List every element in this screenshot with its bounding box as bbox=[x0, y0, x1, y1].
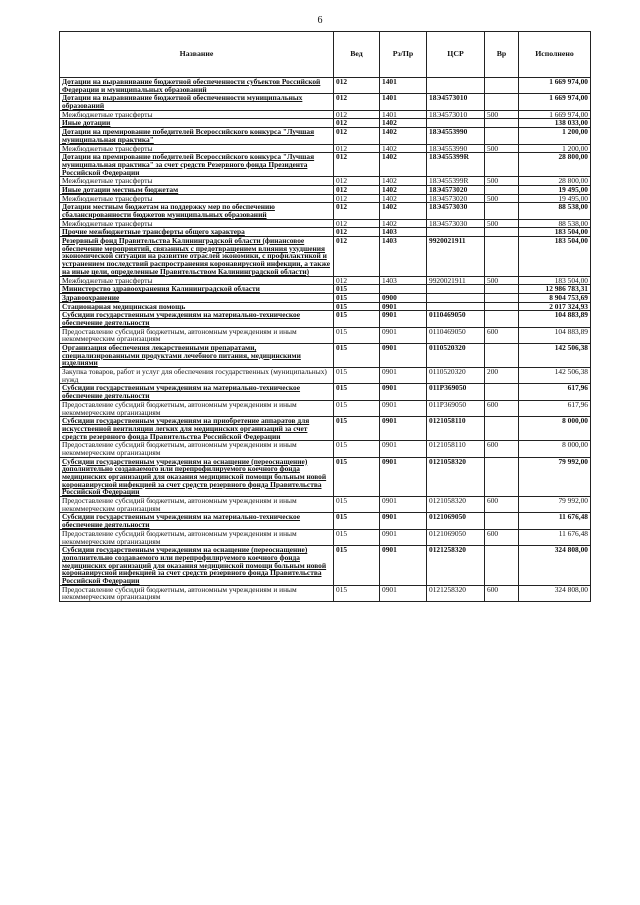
cell-ved: 015 bbox=[334, 546, 380, 585]
table-row bbox=[60, 110, 591, 119]
table-row bbox=[60, 177, 591, 186]
table-row bbox=[60, 384, 591, 400]
cell-amount: 12 986 783,31 bbox=[519, 285, 591, 294]
cell-rzpr: 0901 bbox=[380, 400, 427, 416]
cell-rzpr: 0901 bbox=[380, 441, 427, 457]
cell-rzpr: 0901 bbox=[380, 585, 427, 601]
cell-vr bbox=[485, 302, 519, 311]
cell-name: Дотации на выравнивание бюджетной обеспеченности муниципальных образований bbox=[60, 94, 334, 110]
cell-amount: 19 495,00 bbox=[519, 194, 591, 203]
cell-rzpr: 1402 bbox=[380, 185, 427, 194]
cell-name: Прочие межбюджетные трансферты общего характера bbox=[60, 228, 334, 237]
cell-name: Стационарная медицинская помощь bbox=[60, 302, 334, 311]
cell-csr: 0110520320 bbox=[427, 344, 485, 368]
table-row bbox=[60, 94, 591, 110]
cell-name: Резервный фонд Правительства Калининградской области (финансовое обеспечение мероприятий, связанных с предотвращением влияния ухудшения экономической ситуации на развитие отраслей экономики, с профилактикой и устранением последствий распространения коронавирусной инфекции, а также на иные цели, определенные Правительством Калининградской области) bbox=[60, 237, 334, 276]
cell-name: Иные дотации bbox=[60, 119, 334, 128]
cell-name: Предоставление субсидий бюджетным, автономным учреждениям и иным некоммерческим организациям bbox=[60, 585, 334, 601]
cell-vr: 500 bbox=[485, 194, 519, 203]
cell-csr: 0121058320 bbox=[427, 457, 485, 496]
cell-csr: 18Э4553990 bbox=[427, 128, 485, 144]
cell-csr: 0121069050 bbox=[427, 513, 485, 529]
cell-ved: 012 bbox=[334, 185, 380, 194]
table-row bbox=[60, 327, 591, 343]
cell-csr: 0121058110 bbox=[427, 417, 485, 441]
cell-ved: 015 bbox=[334, 327, 380, 343]
cell-amount: 324 808,00 bbox=[519, 585, 591, 601]
table-row bbox=[60, 119, 591, 128]
cell-amount: 1 200,00 bbox=[519, 128, 591, 144]
cell-name: Межбюджетные трансферты bbox=[60, 219, 334, 228]
cell-csr: 0121258320 bbox=[427, 546, 485, 585]
cell-rzpr: 1402 bbox=[380, 128, 427, 144]
cell-rzpr: 1402 bbox=[380, 203, 427, 219]
table-row bbox=[60, 285, 591, 294]
column-header-vr: Вр bbox=[485, 32, 519, 78]
cell-ved: 015 bbox=[334, 344, 380, 368]
cell-ved: 012 bbox=[334, 219, 380, 228]
cell-csr: 9920021911 bbox=[427, 237, 485, 276]
cell-rzpr: 1402 bbox=[380, 219, 427, 228]
cell-name: Субсидии государственным учреждениям на материально-техническое обеспечение деятельности bbox=[60, 513, 334, 529]
cell-vr bbox=[485, 78, 519, 94]
cell-ved: 015 bbox=[334, 529, 380, 545]
cell-amount: 79 992,00 bbox=[519, 457, 591, 496]
cell-amount: 104 883,89 bbox=[519, 311, 591, 327]
cell-amount: 142 506,38 bbox=[519, 344, 591, 368]
cell-name: Предоставление субсидий бюджетным, автономным учреждениям и иным некоммерческим организациям bbox=[60, 441, 334, 457]
table-row bbox=[60, 529, 591, 545]
cell-vr bbox=[485, 384, 519, 400]
table-row bbox=[60, 497, 591, 513]
cell-vr: 600 bbox=[485, 327, 519, 343]
cell-rzpr: 0901 bbox=[380, 417, 427, 441]
cell-name: Субсидии государственным учреждениям на оснащение (переоснащение) дополнительно создаваемого или перепрофилируемого коечного фонда медицинских организаций для оказания медицинской помощи больным новой коронавирусной инфекцией за счет средств резервного фонда Правительства Российской Федерации bbox=[60, 457, 334, 496]
cell-ved: 012 bbox=[334, 194, 380, 203]
cell-csr: 0121258320 bbox=[427, 585, 485, 601]
table-row bbox=[60, 368, 591, 384]
cell-csr bbox=[427, 293, 485, 302]
cell-amount: 183 504,00 bbox=[519, 237, 591, 276]
table-row bbox=[60, 276, 591, 285]
cell-rzpr: 1402 bbox=[380, 144, 427, 153]
cell-ved: 012 bbox=[334, 177, 380, 186]
cell-name: Предоставление субсидий бюджетным, автономным учреждениям и иным некоммерческим организациям bbox=[60, 327, 334, 343]
cell-csr: 18Э4573010 bbox=[427, 94, 485, 110]
cell-amount: 142 506,38 bbox=[519, 368, 591, 384]
cell-amount: 104 883,89 bbox=[519, 327, 591, 343]
cell-rzpr: 0901 bbox=[380, 384, 427, 400]
cell-amount: 11 676,48 bbox=[519, 513, 591, 529]
cell-ved: 015 bbox=[334, 293, 380, 302]
cell-name: Дотации местным бюджетам на поддержку мер по обеспечению сбалансированности бюджетов муниципальных образований bbox=[60, 203, 334, 219]
cell-vr bbox=[485, 94, 519, 110]
cell-ved: 015 bbox=[334, 513, 380, 529]
cell-csr: 18Э4573020 bbox=[427, 185, 485, 194]
table-row bbox=[60, 400, 591, 416]
cell-rzpr: 0901 bbox=[380, 497, 427, 513]
cell-rzpr: 0901 bbox=[380, 327, 427, 343]
cell-ved: 012 bbox=[334, 110, 380, 119]
cell-ved: 015 bbox=[334, 311, 380, 327]
cell-csr: 18Э4573030 bbox=[427, 219, 485, 228]
cell-vr bbox=[485, 417, 519, 441]
cell-rzpr: 1403 bbox=[380, 237, 427, 276]
cell-name: Дотации на выравнивание бюджетной обеспеченности субъектов Российской Федерации и муниципальных образований bbox=[60, 78, 334, 94]
table-row bbox=[60, 219, 591, 228]
table-row bbox=[60, 417, 591, 441]
cell-vr: 600 bbox=[485, 400, 519, 416]
cell-amount: 8 904 753,69 bbox=[519, 293, 591, 302]
cell-ved: 015 bbox=[334, 417, 380, 441]
cell-amount: 19 495,00 bbox=[519, 185, 591, 194]
cell-csr: 18Э4573030 bbox=[427, 203, 485, 219]
table-row bbox=[60, 302, 591, 311]
cell-vr bbox=[485, 546, 519, 585]
cell-name: Закупка товаров, работ и услуг для обеспечения государственных (муниципальных) нужд bbox=[60, 368, 334, 384]
cell-ved: 015 bbox=[334, 368, 380, 384]
cell-csr: 011P369050 bbox=[427, 400, 485, 416]
cell-vr: 600 bbox=[485, 585, 519, 601]
cell-ved: 015 bbox=[334, 441, 380, 457]
cell-csr: 0121058110 bbox=[427, 441, 485, 457]
column-header-amount: Исполнено bbox=[519, 32, 591, 78]
cell-vr bbox=[485, 128, 519, 144]
cell-vr bbox=[485, 185, 519, 194]
cell-name: Предоставление субсидий бюджетным, автономным учреждениям и иным некоммерческим организациям bbox=[60, 400, 334, 416]
cell-ved: 015 bbox=[334, 400, 380, 416]
cell-vr bbox=[485, 228, 519, 237]
cell-vr bbox=[485, 311, 519, 327]
cell-vr bbox=[485, 237, 519, 276]
cell-vr bbox=[485, 203, 519, 219]
page-number: 6 bbox=[317, 15, 323, 26]
cell-vr: 600 bbox=[485, 497, 519, 513]
cell-amount: 183 504,00 bbox=[519, 228, 591, 237]
cell-rzpr: 1402 bbox=[380, 119, 427, 128]
cell-vr bbox=[485, 513, 519, 529]
cell-ved: 012 bbox=[334, 119, 380, 128]
cell-name: Иные дотации местным бюджетам bbox=[60, 185, 334, 194]
cell-amount: 11 676,48 bbox=[519, 529, 591, 545]
cell-ved: 012 bbox=[334, 153, 380, 177]
cell-vr: 200 bbox=[485, 368, 519, 384]
cell-rzpr: 0901 bbox=[380, 311, 427, 327]
cell-name: Межбюджетные трансферты bbox=[60, 194, 334, 203]
cell-name: Межбюджетные трансферты bbox=[60, 177, 334, 186]
cell-csr bbox=[427, 78, 485, 94]
cell-rzpr: 0901 bbox=[380, 546, 427, 585]
cell-amount: 1 669 974,00 bbox=[519, 78, 591, 94]
table-row bbox=[60, 153, 591, 177]
cell-ved: 012 bbox=[334, 144, 380, 153]
table-row bbox=[60, 144, 591, 153]
cell-name: Субсидии государственным учреждениям на материально-техническое обеспечение деятельности bbox=[60, 311, 334, 327]
cell-vr: 500 bbox=[485, 177, 519, 186]
table-row bbox=[60, 194, 591, 203]
cell-ved: 012 bbox=[334, 128, 380, 144]
cell-name: Субсидии государственным учреждениям на оснащение (переоснащение) дополнительно создаваемого или перепрофилируемого коечного фонда медицинских организаций для оказания медицинской помощи больным новой коронавирусной инфекцией за счет средств резервного фонда Правительства Российской Федерации bbox=[60, 546, 334, 585]
cell-amount: 28 800,00 bbox=[519, 153, 591, 177]
cell-name: Дотации на премирование победителей Всероссийского конкурса "Лучшая муниципальная практика" за счет средств Резервного фонда Президента Российской Федерации bbox=[60, 153, 334, 177]
cell-rzpr: 0900 bbox=[380, 293, 427, 302]
cell-amount: 1 669 974,00 bbox=[519, 110, 591, 119]
cell-amount: 28 800,00 bbox=[519, 177, 591, 186]
cell-csr: 0110520320 bbox=[427, 368, 485, 384]
cell-amount: 8 000,00 bbox=[519, 441, 591, 457]
cell-csr: 0110469050 bbox=[427, 311, 485, 327]
cell-name: Организация обеспечения лекарственными препаратами, специализированными продуктами лечебного питания, медицинскими изделиями bbox=[60, 344, 334, 368]
table-row bbox=[60, 78, 591, 94]
cell-name: Дотации на премирование победителей Всероссийского конкурса "Лучшая муниципальная практика" bbox=[60, 128, 334, 144]
cell-ved: 015 bbox=[334, 497, 380, 513]
column-header-rzpr: Рз/Пр bbox=[380, 32, 427, 78]
cell-rzpr: 1402 bbox=[380, 194, 427, 203]
cell-name: Предоставление субсидий бюджетным, автономным учреждениям и иным некоммерческим организациям bbox=[60, 529, 334, 545]
table-row bbox=[60, 513, 591, 529]
cell-csr: 18Э4553990 bbox=[427, 144, 485, 153]
table-row bbox=[60, 441, 591, 457]
column-header-csr: ЦСР bbox=[427, 32, 485, 78]
cell-amount: 88 538,00 bbox=[519, 203, 591, 219]
cell-amount: 617,96 bbox=[519, 384, 591, 400]
cell-amount: 8 000,00 bbox=[519, 417, 591, 441]
cell-name: Межбюджетные трансферты bbox=[60, 276, 334, 285]
cell-csr bbox=[427, 228, 485, 237]
table-row bbox=[60, 237, 591, 276]
cell-name: Здравоохранение bbox=[60, 293, 334, 302]
cell-ved: 012 bbox=[334, 276, 380, 285]
cell-csr bbox=[427, 285, 485, 294]
cell-ved: 015 bbox=[334, 285, 380, 294]
cell-vr: 500 bbox=[485, 219, 519, 228]
table-row bbox=[60, 185, 591, 194]
table-row bbox=[60, 311, 591, 327]
cell-csr: 18Э455399R bbox=[427, 177, 485, 186]
cell-amount: 2 017 324,93 bbox=[519, 302, 591, 311]
cell-rzpr: 1401 bbox=[380, 78, 427, 94]
cell-vr: 500 bbox=[485, 276, 519, 285]
cell-ved: 012 bbox=[334, 228, 380, 237]
cell-rzpr: 1403 bbox=[380, 228, 427, 237]
cell-csr: 18Э4573010 bbox=[427, 110, 485, 119]
cell-name: Межбюджетные трансферты bbox=[60, 110, 334, 119]
cell-vr bbox=[485, 153, 519, 177]
cell-amount: 324 808,00 bbox=[519, 546, 591, 585]
cell-name: Субсидии государственным учреждениям на приобретение аппаратов для искусственной вентиляции легких для медицинских организаций за счет средств резервного фонда Правительства Российской Федерации bbox=[60, 417, 334, 441]
cell-vr bbox=[485, 344, 519, 368]
table-row bbox=[60, 228, 591, 237]
cell-csr: 9920021911 bbox=[427, 276, 485, 285]
cell-vr bbox=[485, 119, 519, 128]
table-row bbox=[60, 457, 591, 496]
cell-rzpr: 0901 bbox=[380, 302, 427, 311]
cell-rzpr: 1402 bbox=[380, 153, 427, 177]
table-row bbox=[60, 203, 591, 219]
cell-ved: 012 bbox=[334, 94, 380, 110]
cell-ved: 012 bbox=[334, 78, 380, 94]
cell-amount: 617,96 bbox=[519, 400, 591, 416]
cell-vr bbox=[485, 457, 519, 496]
column-header-ved: Вед bbox=[334, 32, 380, 78]
cell-rzpr: 0901 bbox=[380, 368, 427, 384]
cell-ved: 015 bbox=[334, 585, 380, 601]
budget-execution-table bbox=[59, 31, 591, 602]
cell-amount: 88 538,00 bbox=[519, 219, 591, 228]
cell-amount: 138 033,00 bbox=[519, 119, 591, 128]
cell-rzpr: 1402 bbox=[380, 177, 427, 186]
cell-csr: 0121058320 bbox=[427, 497, 485, 513]
table-row bbox=[60, 585, 591, 601]
cell-ved: 012 bbox=[334, 237, 380, 276]
cell-rzpr: 0901 bbox=[380, 457, 427, 496]
table-body bbox=[60, 78, 591, 602]
cell-ved: 012 bbox=[334, 203, 380, 219]
cell-vr bbox=[485, 293, 519, 302]
table-row bbox=[60, 293, 591, 302]
cell-name: Межбюджетные трансферты bbox=[60, 144, 334, 153]
cell-csr: 011P369050 bbox=[427, 384, 485, 400]
cell-csr: 18Э4573020 bbox=[427, 194, 485, 203]
cell-ved: 015 bbox=[334, 302, 380, 311]
column-header-name: Название bbox=[60, 32, 334, 78]
cell-csr: 18Э455399R bbox=[427, 153, 485, 177]
cell-ved: 015 bbox=[334, 457, 380, 496]
cell-csr: 0121069050 bbox=[427, 529, 485, 545]
cell-rzpr: 1401 bbox=[380, 110, 427, 119]
cell-name: Министерство здравоохранения Калининградской области bbox=[60, 285, 334, 294]
cell-csr bbox=[427, 119, 485, 128]
cell-rzpr: 0901 bbox=[380, 344, 427, 368]
table-row bbox=[60, 128, 591, 144]
cell-rzpr bbox=[380, 285, 427, 294]
cell-vr: 500 bbox=[485, 144, 519, 153]
cell-rzpr: 1403 bbox=[380, 276, 427, 285]
cell-vr: 600 bbox=[485, 529, 519, 545]
cell-vr: 600 bbox=[485, 441, 519, 457]
cell-name: Субсидии государственным учреждениям на материально-техническое обеспечение деятельности bbox=[60, 384, 334, 400]
table-header-row bbox=[60, 32, 591, 78]
cell-amount: 79 992,00 bbox=[519, 497, 591, 513]
cell-name: Предоставление субсидий бюджетным, автономным учреждениям и иным некоммерческим организациям bbox=[60, 497, 334, 513]
cell-rzpr: 1401 bbox=[380, 94, 427, 110]
cell-csr: 0110469050 bbox=[427, 327, 485, 343]
cell-amount: 1 669 974,00 bbox=[519, 94, 591, 110]
table-row bbox=[60, 344, 591, 368]
cell-csr bbox=[427, 302, 485, 311]
cell-ved: 015 bbox=[334, 384, 380, 400]
cell-rzpr: 0901 bbox=[380, 513, 427, 529]
cell-amount: 1 200,00 bbox=[519, 144, 591, 153]
table-row bbox=[60, 546, 591, 585]
cell-vr bbox=[485, 285, 519, 294]
cell-amount: 183 504,00 bbox=[519, 276, 591, 285]
cell-rzpr: 0901 bbox=[380, 529, 427, 545]
cell-vr: 500 bbox=[485, 110, 519, 119]
